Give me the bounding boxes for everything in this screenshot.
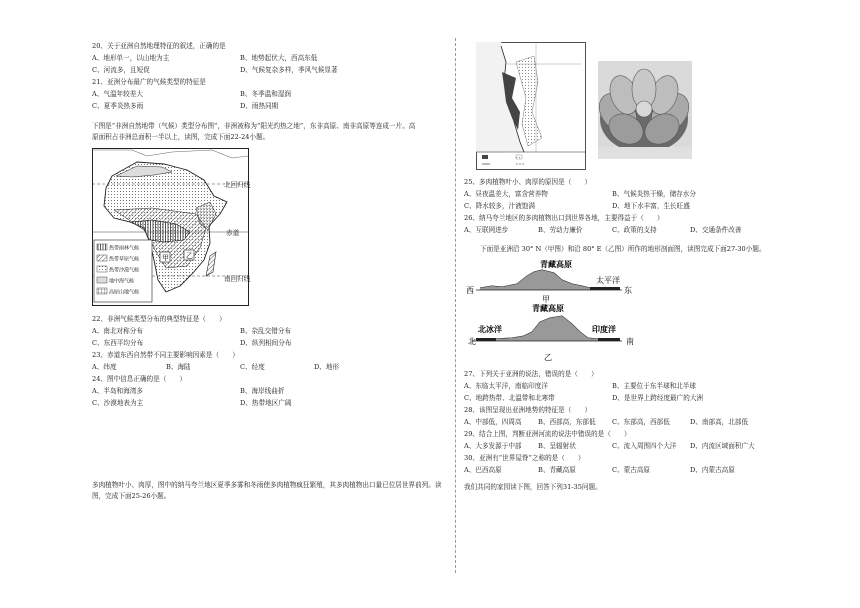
outro-text: 我们共同的家园读下图，回答下列31-35问题。 [464,483,602,491]
q25-option-b: B、气候炎热干燥，储存水分 [612,190,696,198]
succulent-photo [598,61,692,159]
q26-stem: 26、纳马夸兰地区的多肉植物出口到世界各地，主要得益于（ ） [464,214,664,222]
profile-b-north: 北 [468,337,476,346]
q21-option-b: B、冬季温和湿润 [240,90,292,98]
q23-stem: 23、赤道东西自然带不同主要影响因素是（ ） [92,351,239,359]
q24-option-a: A、半岛和海湾多 [92,387,143,395]
q25-option-d: D、地下水丰富，生长旺盛 [612,202,690,210]
q21-option-d: D、雨热同期 [240,102,279,110]
plants-intro-paragraph: 多肉植物叶小、肉厚，图中的纳马夸兰地区夏季多雾和冬雨使多肉植物疯狂繁殖，其多肉植物出口量已位居世界前列。读图，完成下面25-26小题。 [92,481,442,500]
legend-item-2: 热带沙漠气候 [109,267,140,274]
q20-option-d: D、气候复杂多样，季风气候显著 [240,66,338,74]
q26-option-d: D、交通条件改善 [690,226,742,234]
q22-option-a: A、南北对称分布 [92,327,143,335]
q20-option-c: C、河流多，且短促 [92,66,150,74]
label-tropic-south: 南回归线 [224,275,251,283]
q29-option-d: D、内流区域面积广大 [690,442,755,450]
profile-intro: 下面是亚洲沿 30° N（甲图）和沿 80° E（乙图）所作的地形剖面图，读图完成下面27-30小题。 [480,245,766,253]
q27-stem: 27、下列关于亚洲的说法，错误的是（ ） [464,370,598,378]
q20-stem: 20、关于亚洲自然地理特征的叙述，正确的是 [92,42,226,50]
q21-stem: 21、亚洲分布最广的气候类型的特征是 [92,78,206,86]
q25-option-c: C、降水较多，汁液饱满 [464,202,535,210]
q24-stem: 24、图中信息正确的是（ ） [92,375,187,383]
profile-30n-chart [462,258,642,304]
q23-option-b: B、海陆 [166,363,191,371]
q27-option-c: C、地跨热带、北温带和北寒带 [464,394,555,402]
q22-option-c: C、东西平均分布 [92,339,144,347]
africa-label-jia: 甲 [162,254,169,262]
profile-b-tag: 乙 [544,353,552,362]
profile-a-tag: 甲 [542,295,550,304]
q30-stem: 30、亚洲有“世界屋脊”之称的是（ ） [464,454,585,462]
q27-option-b: B、主要位于东半球和北半球 [612,382,696,390]
q22-option-d: D、纵列相间分布 [240,339,292,347]
africa-intro-paragraph: 下图是“非洲自然地带（气候）类型分布图”，非洲被称为“阳光灼热之地”，东非高原、南非高原等连成一片。高原面积占非洲总面积一半以上，读图，完成下面22-24小题。 [92,122,416,141]
profile-a-sea: 太平洋 [596,276,620,285]
q29-option-c: C、流入周围四个大洋 [612,442,677,450]
q29-option-b: B、呈辐射状 [538,442,576,450]
label-tropic-north: 北回归线 [224,181,251,189]
legend-item-3: 地中海气候 [109,278,135,285]
q29-stem: 29、结合上图，判断亚洲河流的说法中错误的是（ ） [464,430,631,438]
profile-b-sea-left: 北冰洋 [478,325,502,334]
profile-a-title: 青藏高原 [540,260,572,269]
q23-option-a: A、纬度 [92,363,117,371]
q20-option-a: A、地形单一，以山地为主 [92,54,170,62]
q24-option-b: B、海岸线曲折 [240,387,285,395]
q30-option-a: A、巴西高原 [464,466,502,474]
q20-option-b: B、地势起伏大，西高东低 [240,54,318,62]
q27-option-a: A、东临太平洋，南临印度洋 [464,382,548,390]
namaqualand-map [476,42,586,170]
legend-item-1: 热带草原气候 [109,256,140,263]
q23-option-c: C、经度 [240,363,265,371]
q23-option-d: D、地形 [314,363,340,371]
column-divider [455,38,456,573]
q22-stem: 22、非洲气候类型分布的典型特征是（ ） [92,315,226,323]
profile-a-east: 东 [624,286,632,295]
q28-option-a: A、中部低，四周高 [464,418,522,426]
q25-stem: 25、多肉植物叶小、肉厚的原因是（ ） [464,178,592,186]
q28-option-c: C、东部高，西部低 [612,418,670,426]
label-equator: 赤道 [226,229,240,237]
q29-option-a: A、大多发源于中部 [464,442,522,450]
q26-option-c: C、政策的支持 [612,226,657,234]
profile-80e-chart [462,302,642,364]
profile-b-sea-right: 印度洋 [592,325,616,334]
q21-option-a: A、气温年较差大 [92,90,143,98]
q30-option-b: B、青藏高原 [538,466,576,474]
profile-a-west: 西 [466,286,474,295]
q26-option-b: B、劳动力廉价 [538,226,583,234]
africa-label-yi: 乙 [186,252,193,260]
q26-option-a: A、互联网进步 [464,226,509,234]
profile-b-south: 南 [626,337,634,346]
q27-option-d: D、是世界上跨经度最广的大洲 [612,394,704,402]
q25-option-a: A、昼夜温差大，富含营养物 [464,190,548,198]
q30-option-c: C、蒙古高原 [612,466,651,474]
legend-item-0: 热带雨林气候 [109,245,140,252]
q28-option-d: D、南部高，北部低 [690,418,749,426]
legend-item-4: 高原山地气候 [109,289,140,296]
q28-option-b: B、西部高，东部低 [538,418,596,426]
q30-option-d: D、内蒙古高原 [690,466,735,474]
q21-option-c: C、夏季炎热多雨 [92,102,144,110]
q28-stem: 28、该图呈现出亚洲地势的特征是（ ） [464,406,592,414]
q24-option-d: D、热带地区广阔 [240,399,292,407]
q24-option-c: C、沙漠地表为主 [92,399,144,407]
q22-option-b: B、杂乱交错分布 [240,327,292,335]
profile-b-title: 青藏高原 [532,304,564,313]
